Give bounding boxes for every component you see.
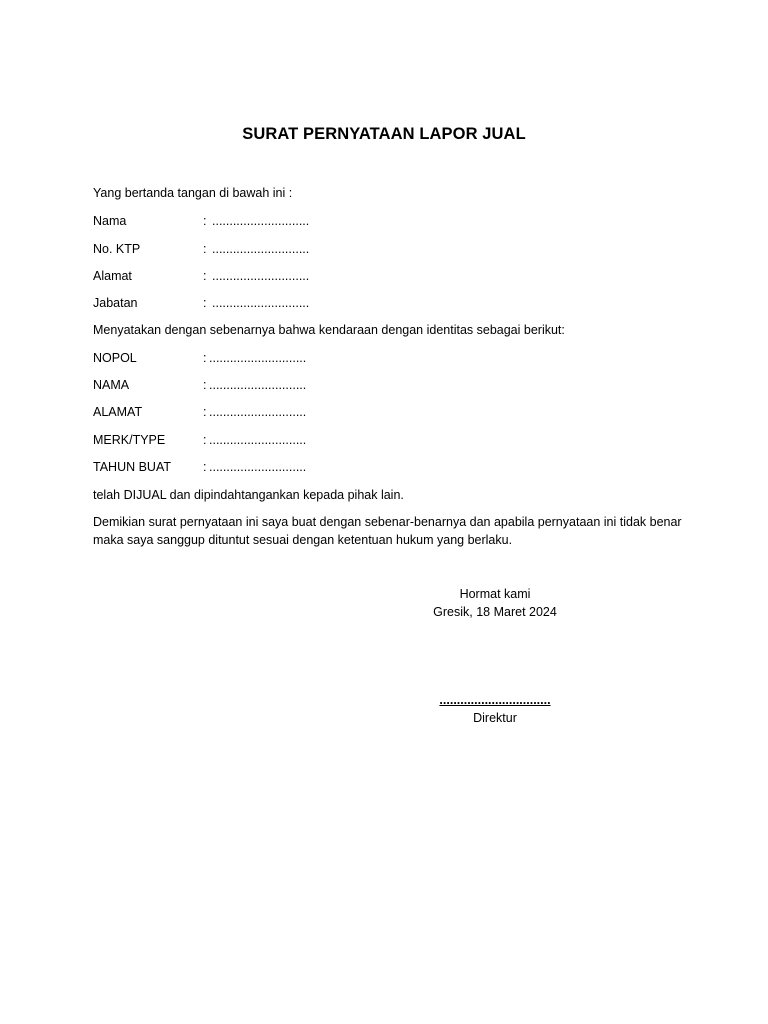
field-label: NOPOL <box>93 351 137 365</box>
field-value: ............................ <box>212 296 310 310</box>
field-label: TAHUN BUAT <box>93 460 172 474</box>
field-value: ............................ <box>209 460 307 474</box>
field-label: Alamat <box>93 269 132 283</box>
field-value: ............................ <box>209 405 307 419</box>
field-value: ............................ <box>209 433 307 447</box>
field-colon: : <box>203 351 207 365</box>
field-colon: : <box>203 378 207 392</box>
field-colon: : <box>203 296 207 310</box>
signature-name-placeholder: ................................ <box>439 693 551 707</box>
field-label: Nama <box>93 214 127 228</box>
field-colon: : <box>203 214 207 228</box>
field-label: MERK/TYPE <box>93 433 166 447</box>
field-value: ............................ <box>209 378 307 392</box>
field-value: ............................ <box>212 242 310 256</box>
statement-text: Menyatakan dengan sebenarnya bahwa kendaraan dengan identitas sebagai berikut: <box>93 323 565 337</box>
field-value: ............................ <box>212 214 310 228</box>
field-label: ALAMAT <box>93 405 143 419</box>
signature-greeting: Hormat kami <box>459 587 531 601</box>
signature-place-date: Gresik, 18 Maret 2024 <box>433 605 557 619</box>
field-value: ............................ <box>212 269 310 283</box>
field-label: Jabatan <box>93 296 138 310</box>
intro-text: Yang bertanda tangan di bawah ini : <box>93 186 293 200</box>
signature-position: Direktur <box>473 711 517 725</box>
field-label: NAMA <box>93 378 130 392</box>
closing-paragraph: Demikian surat pernyataan ini saya buat dengan sebenar-benarnya dan apabila pernyataan ini tidak benar maka saya sanggup dituntut sesuai dengan ketentuan hukum yang berlaku. <box>93 515 682 547</box>
field-colon: : <box>203 269 207 283</box>
field-colon: : <box>203 433 207 447</box>
field-colon: : <box>203 460 207 474</box>
document-title: SURAT PERNYATAAN LAPOR JUAL <box>242 125 526 143</box>
sold-note: telah DIJUAL dan dipindahtangankan kepada pihak lain. <box>93 488 404 502</box>
field-label: No. KTP <box>93 242 141 256</box>
field-colon: : <box>203 242 207 256</box>
field-value: ............................ <box>209 351 307 365</box>
field-colon: : <box>203 405 207 419</box>
